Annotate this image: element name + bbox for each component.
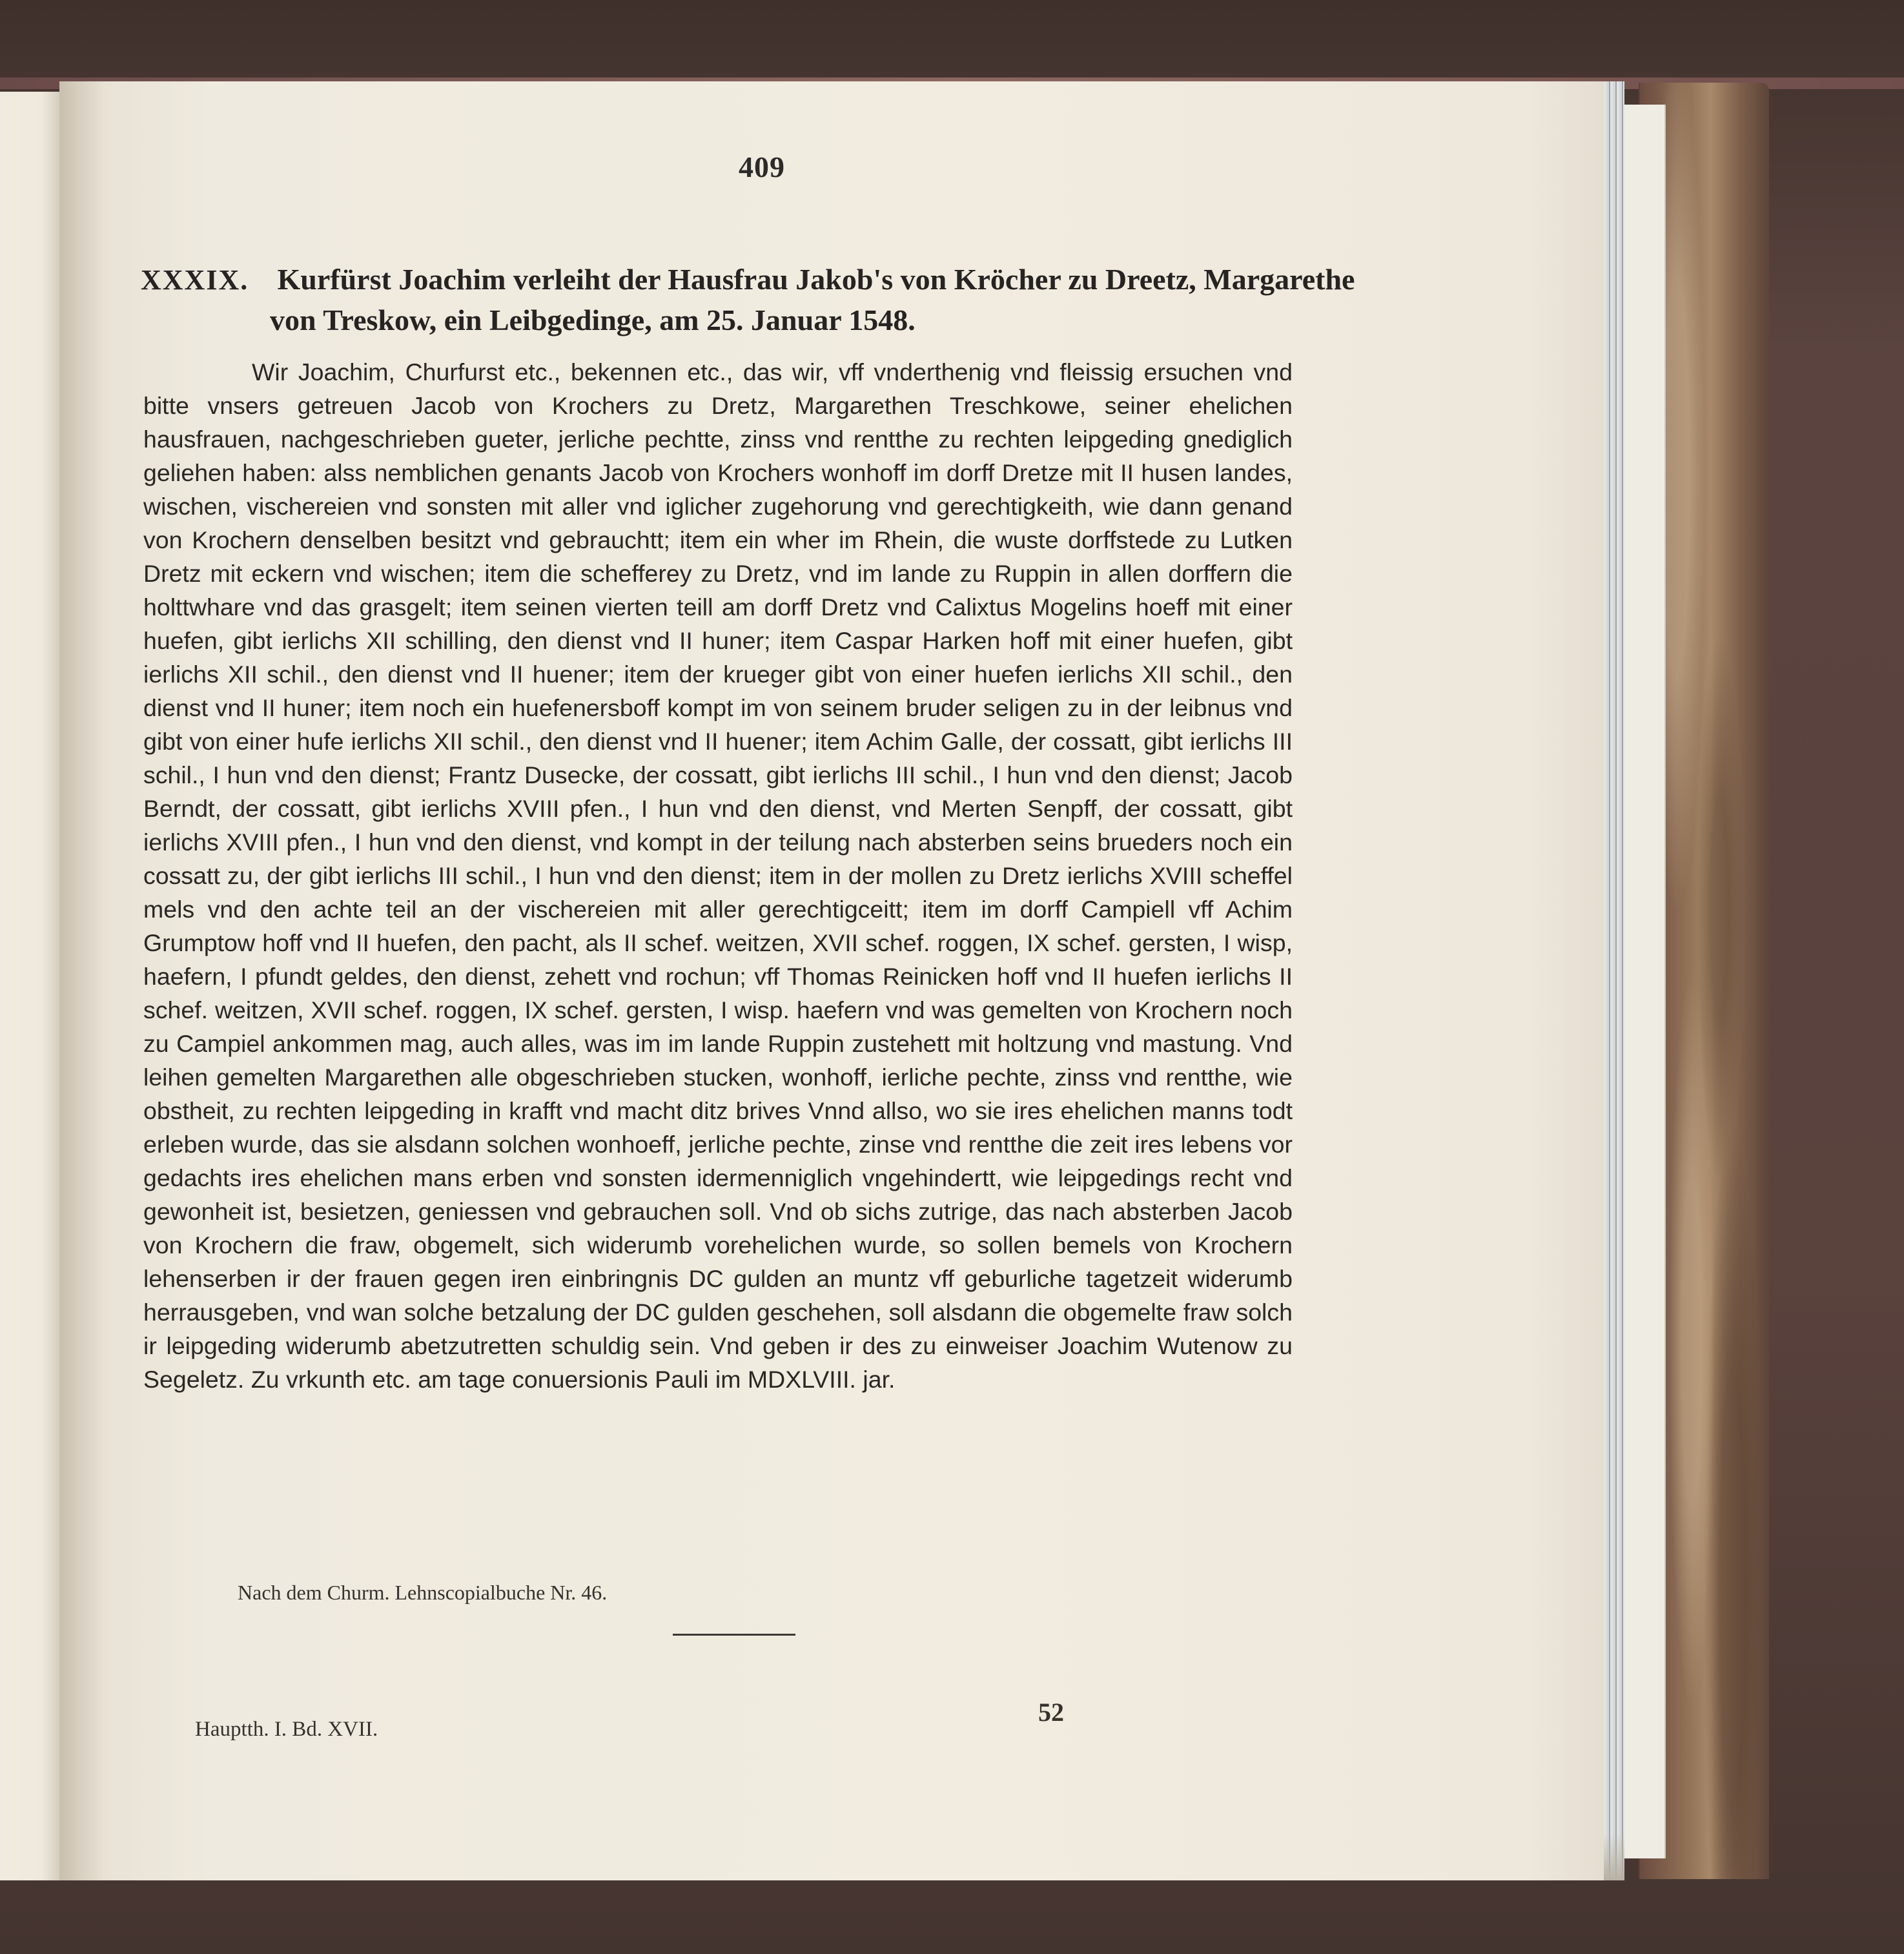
heading-first-line: [141, 261, 1355, 299]
page-number: 409: [739, 150, 785, 183]
source-note: Nach dem Churm. Lehnscopialbuche Nr. 46.: [238, 1581, 608, 1604]
document-body: [143, 355, 1293, 1396]
heading-title-line1: Kurfürst Joachim verleiht der Hausfrau Jakob's von Kröcher zu Dreetz, Margarethe: [277, 263, 1355, 296]
signature-number: 52: [1038, 1698, 1064, 1727]
heading-title-line2: von Treskow, ein Leibgedinge, am 25. Januar 1548.: [270, 303, 916, 336]
section-divider: [673, 1634, 795, 1636]
printer-signature: Hauptth. I. Bd. XVII.: [195, 1718, 378, 1741]
endpaper-strip: [1624, 105, 1666, 1858]
body-paragraph: Wir Joachim, Churfurst etc., bekennen etc., das wir, vff vnderthenig vnd fleissig ersuchen vnd bitte vnsers getreuen Jacob von Krochers zu Dretz, Margarethen Treschkowe, seiner ehelichen hausfrauen, nachgeschrieben gueter, jerliche pechtte, zinss vnd rentthe zu rechten leipgeding gnediglich geliehen haben: alss nemblichen genants Jacob von Krochers wonhoff im dorff Dretze mit II husen landes, wischen, vischereien vnd sonsten mit aller vnd iglicher zugehorung vnd gerechtigkeith, wie dann genand von Krochern denselben besitzt vnd gebrauchtt; item ein wher im Rhein, die wuste dorffstede zu Lutken Dretz mit eckern vnd wischen; item die schefferey zu Dretz, vnd im lande zu Ruppin in allen dorffern die holttwhare vnd das grasgelt; item seinen vierten teill am dorff Dretz vnd Calixtus Mogelins hoeff mit einer huefen, gibt ierlichs XII schilling, den dienst vnd II huner; item Caspar Harken hoff mit einer huefen, gibt ierlichs XII schil., den dienst vnd II huener; item der krueger gibt von einer huefen ierlichs XII schil., den dienst vnd II huner; item noch ein huefenersboff kompt im von seinem bruder seligen zu in der leibnus vnd gibt von einer hufe ierlichs XII schil., den dienst vnd II huener; item Achim Galle, der cossatt, gibt ierlichs III schil., I hun vnd den dienst; Frantz Dusecke, der cossatt, gibt ierlichs III schil., I hun vnd den dienst; Jacob Berndt, der cossatt, gibt ierlichs XVIII pfen., I hun vnd den dienst, vnd Merten Senpff, der cossatt, gibt ierlichs XVIII pfen., I hun vnd den dienst, vnd kompt in der teilung nach absterben seins brueders noch ein cossatt zu, der gibt ierlichs III schil., I hun vnd den dienst; item in der mollen zu Dretz ierlichs XVIII scheffel mels vnd den achte teil an der vischereien mit aller gerechtigceitt; item im dorff Campiell vff Achim Grumptow hoff vnd II huefen, den pacht, als II schef. weitzen, XVII schef. roggen, IX schef. gersten, I wisp, haefern, I pfundt geldes, den dienst, zehett vnd rochun; vff Thomas Reinicken hoff vnd II huefen ierlichs II schef. weitzen, XVII schef. roggen, IX schef. gersten, I wisp. haefern vnd was gemelten von Krochern noch zu Campiel ankommen mag, auch alles, was im im lande Ruppin zustehett mit holtzung vnd mastung. Vnd leihen gemelten Margarethen alle obgeschrieben stucken, wonhoff, ierliche pechte, zinss vnd rentthe, wie obstheit, zu rechten leipgeding in krafft vnd macht ditz brives Vnnd allso, wo sie ires ehelichen manns todt erleben wurde, das sie alsdann solchen wonhoeff, jerliche pechte, zinse vnd rentthe die zeit ires lebens vor gedachts ires ehelichen mans erben vnd sonsten idermenniglich vngehindertt, wie leipgedings recht vnd gewonheit ist, besietzen, geniessen vnd gebrauchen soll. Vnd ob sichs zutrige, das nach absterben Jacob von Krochern die fraw, obgemelt, sich widerumb vorehelichen wurde, so sollen bemels von Krochern lehenserben ir der frauen gegen iren einbringnis DC gulden an muntz vff geburliche tagetzeit widerumb herrausgeben, vnd wan solche betzalung der DC gulden geschehen, soll alsdann die obgemelte fraw solch ir leipgeding widerumb abetzutretten schuldig sein. Vnd geben ir des zu einweiser Joachim Wutenow zu Segeletz. Zu vrkunth etc. am tage conuersionis Pauli im MDXLVIII. jar.: [143, 358, 1293, 1393]
facing-page-edge: [0, 92, 59, 1880]
document-heading: [141, 261, 1355, 339]
document-number: XXXIX.: [141, 264, 249, 296]
